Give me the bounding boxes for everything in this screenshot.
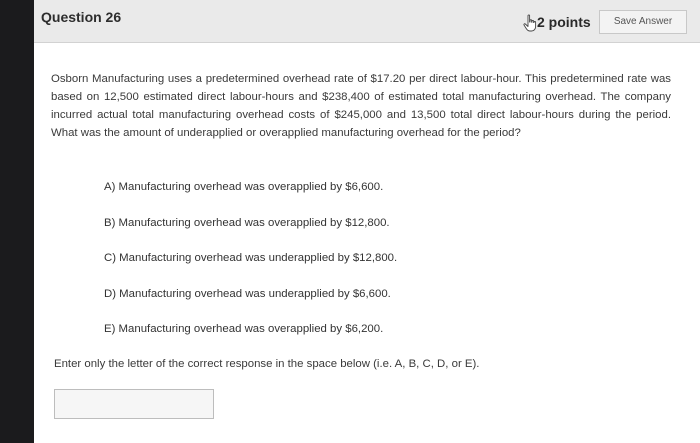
question-title: Question 26 <box>41 9 122 25</box>
choice-b: B) Manufacturing overhead was overapplied by $12,800. <box>104 216 390 229</box>
choice-a: A) Manufacturing overhead was overapplied by $6,600. <box>104 181 384 193</box>
answer-input[interactable] <box>54 389 214 419</box>
choice-c: C) Manufacturing overhead was underapplied by $12,800. <box>104 252 398 264</box>
choice-e: E) Manufacturing overhead was overapplied by $6,200. <box>104 323 384 335</box>
answer-choices <box>104 180 397 358</box>
question-text: Osborn Manufacturing uses a predetermined overhead rate of $17.20 per direct labour-hour. This predetermined rate was based on 12,500 estimated direct labour-hours and $238,400 of estimated total manufacturing overhead. The company incurred actual total manufacturing overhead costs of $245,000 and 13,500 total direct labour-hours during the period. What was the amount of underapplied or overapplied manufacturing overhead for the period? <box>51 73 671 139</box>
save-answer-button[interactable]: Save Answer <box>599 10 687 34</box>
hand-pointer-icon <box>522 14 538 32</box>
answer-instruction: Enter only the letter of the correct response in the space below (i.e. A, B, C, D, or E). <box>54 358 480 370</box>
points-label: 2 points <box>537 14 591 30</box>
choice-d: D) Manufacturing overhead was underapplied by $6,600. <box>104 287 391 300</box>
question-header <box>34 0 700 43</box>
question-panel <box>34 0 700 443</box>
